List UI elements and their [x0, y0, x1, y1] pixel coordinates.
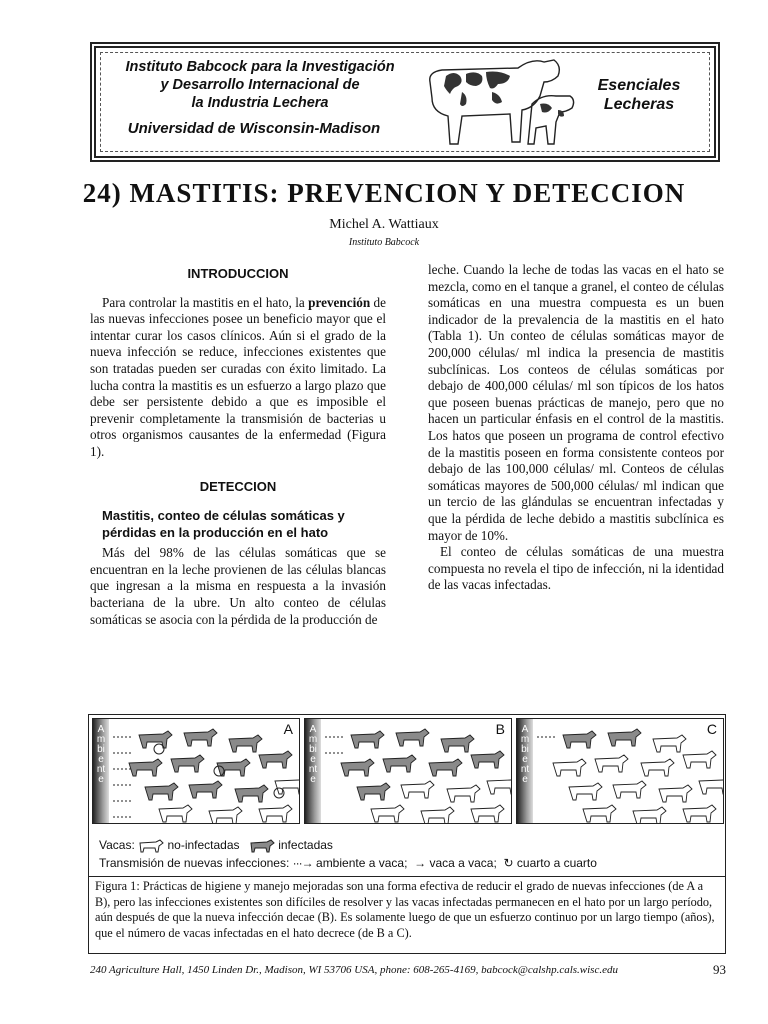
infected-cow	[229, 735, 262, 752]
quarter-cycle-arrow	[154, 744, 164, 754]
uninfected-cow	[275, 777, 299, 794]
infected-cow	[441, 735, 474, 752]
ambient-label: Ambiente	[520, 724, 530, 785]
intro-paragraph	[90, 295, 386, 461]
infected-cow	[145, 783, 178, 800]
uninfected-cow	[683, 751, 716, 768]
ambient-label: Ambiente	[308, 724, 318, 785]
series-name	[584, 76, 694, 114]
legend-transmission	[99, 856, 597, 870]
right-paragraph-1: leche. Cuando la leche de todas las vacas en el hato se mezcla, como en el tanque a granel, el conteo de células somáticas en una muestra compuesta es un buen indicador de la prevalencia de la mastitis en el hato (Tabla 1). Un conteo de células somáticas mayor de 200,000 células/ ml indica la presencia de mastitis subclínicas. Los conteos de células somáticas por debajo de 400,000 células/ ml son típicos de los hatos que poseen buenas prácticas de manejo, pero que no hacen un particular énfasis en el control de la mastitis. Los hatos que poseen un programa de control efectivo de la mastitis poseen en forma consistente conteos por debajo de las 100,000 células/ ml. Conteos de células somáticas mayores de 500,000 células/ ml indican que un tercio de las glándulas se encuentran infectadas y que la pérdida de leche debido a mastitis subclínica es mayor de 10%.	[428, 262, 724, 543]
cycle-arrow-icon: ↻	[500, 856, 514, 870]
figure-panel-c	[516, 718, 724, 824]
page-number: 93	[713, 962, 726, 977]
right-column	[428, 262, 724, 594]
uninfected-cow	[595, 755, 628, 772]
page-title: 24) MASTITIS: PREVENCION Y DETECCION	[82, 178, 686, 208]
uninfected-cow	[583, 805, 616, 822]
uninfected-cow	[633, 807, 666, 823]
header-banner	[90, 42, 720, 162]
uninfected-cow	[641, 759, 674, 776]
infected-cow	[383, 755, 416, 772]
uninfected-cow	[421, 807, 454, 823]
figure-panel-a	[92, 718, 300, 824]
infected-cow	[341, 759, 374, 776]
legend-env: ambiente a vaca;	[316, 856, 408, 870]
legend-infected: infectadas	[278, 838, 333, 852]
author-affiliation: Instituto Babcock	[348, 237, 420, 248]
uninfected-cow	[683, 805, 716, 822]
herd-c	[533, 719, 723, 823]
uninfected-cow	[659, 785, 692, 802]
herd-a	[109, 719, 299, 823]
legend-quarter: cuarto a cuarto	[516, 856, 597, 870]
uninfected-cow	[613, 781, 646, 798]
uninfected-cow	[699, 777, 723, 794]
detection-subheading: Mastitis, conteo de células somáticas y pérdidas en la producción en el hato	[102, 508, 345, 541]
figure-panel-b	[304, 718, 512, 824]
intro-text-start: Para controlar la mastitis en el hato, la	[102, 294, 309, 310]
legend-uninfected: no-infectadas	[167, 838, 240, 852]
infected-cow	[171, 755, 204, 772]
uninfected-cow	[159, 805, 192, 822]
dotted-arrow-icon: ···→	[292, 856, 313, 870]
uninfected-cow	[471, 805, 504, 822]
infected-cow-icon	[249, 839, 275, 853]
left-column	[90, 262, 386, 628]
uninfected-cow	[209, 807, 242, 823]
intro-bold-term: prevención	[308, 294, 371, 310]
uninfected-cow-icon	[138, 839, 164, 853]
series-line-2: Lecheras	[603, 96, 675, 113]
figure-1	[88, 714, 726, 954]
uninfected-cow	[401, 781, 434, 798]
infected-cow	[563, 731, 596, 748]
panel-label-b: B	[495, 721, 505, 737]
institute-line-2: y Desarrollo Internacional de	[160, 77, 360, 93]
university-name: Universidad de Wisconsin-Madison	[127, 120, 381, 137]
infected-cow	[129, 759, 162, 776]
infected-cow	[608, 729, 641, 746]
detection-heading: DETECCION	[199, 478, 277, 494]
legend-cow: vaca a vaca;	[429, 856, 497, 870]
uninfected-cow	[487, 777, 511, 794]
institute-line-1: Instituto Babcock para la Investigación	[125, 59, 395, 75]
panel-label-a: A	[283, 721, 293, 737]
institute-name	[110, 58, 410, 112]
infected-cow	[259, 751, 292, 768]
infected-cow	[184, 729, 217, 746]
infected-cow	[351, 731, 384, 748]
infected-cow	[396, 729, 429, 746]
institute-line-3: la Industria Lechera	[191, 95, 329, 111]
uninfected-cow	[447, 785, 480, 802]
infected-cow	[429, 759, 462, 776]
legend-transmission-label: Transmisión de nuevas infecciones:	[99, 856, 290, 870]
infected-cow	[235, 785, 268, 802]
page-footer	[90, 964, 726, 976]
cow-world-map-logo	[422, 52, 582, 150]
series-line-1: Esenciales	[597, 77, 681, 94]
author-name: Michel A. Wattiaux	[329, 217, 439, 232]
infected-cow	[189, 781, 222, 798]
uninfected-cow	[553, 759, 586, 776]
ambient-label: Ambiente	[96, 724, 106, 785]
intro-heading: INTRODUCCION	[187, 266, 289, 281]
uninfected-cow	[259, 805, 292, 822]
detection-paragraph: Más del 98% de las células somáticas que se encuentran en la leche provienen de las células blancas que ingresan a la misma en respuesta a la invasión bacteriana de la ubre. Un alto conteo de células somáticas se asocia con la pérdida de la producción de	[90, 545, 386, 627]
uninfected-cow	[653, 735, 686, 752]
infected-cow	[471, 751, 504, 768]
uninfected-cow	[371, 805, 404, 822]
infected-cow	[357, 783, 390, 800]
solid-arrow-icon: →	[410, 856, 427, 870]
footer-address: 240 Agriculture Hall, 1450 Linden Dr., Madison, WI 53706 USA, phone: 608-265-4169, babcock@calshp.cals.wisc.edu	[90, 964, 618, 976]
panel-label-c: C	[706, 721, 717, 737]
legend-cows	[99, 838, 333, 853]
herd-b	[321, 719, 511, 823]
right-paragraph-2: El conteo de células somáticas de una muestra compuesta no revela el tipo de infección, ni la identidad de las vacas infectadas.	[428, 544, 724, 593]
uninfected-cow	[569, 783, 602, 800]
intro-text-rest: de las nuevas infecciones posee un beneficio mayor que el intentar curar los casos clínicos. Aún si el grado de la nueva infección se reduce, infecciones existentes que son tratadas pueden ser curadas con éxito limitado. La lucha contra la mastitis es un esfuerzo a largo plazo que debe ser persistente debido a que es imposible el prevenir completamente la transmisión de bacterias u otros organismos causantes de la enfermedad (Figura 1).	[90, 294, 387, 459]
figure-caption: Figura 1: Prácticas de higiene y manejo mejoradas son una forma efectiva de reducir el grado de nuevas infecciones (de A a B), pero las infecciones existentes son difíciles de resolver y las vacas infectadas permanecen en el hato por un largo período, aún después de que la nueva infección decae (B). Es solamente luego de que un esfuerzo continuo por un largo tiempo (años), que el número de vacas infectadas en el hato decrece (de B a C).	[89, 876, 725, 943]
legend-cows-label: Vacas:	[99, 838, 135, 852]
